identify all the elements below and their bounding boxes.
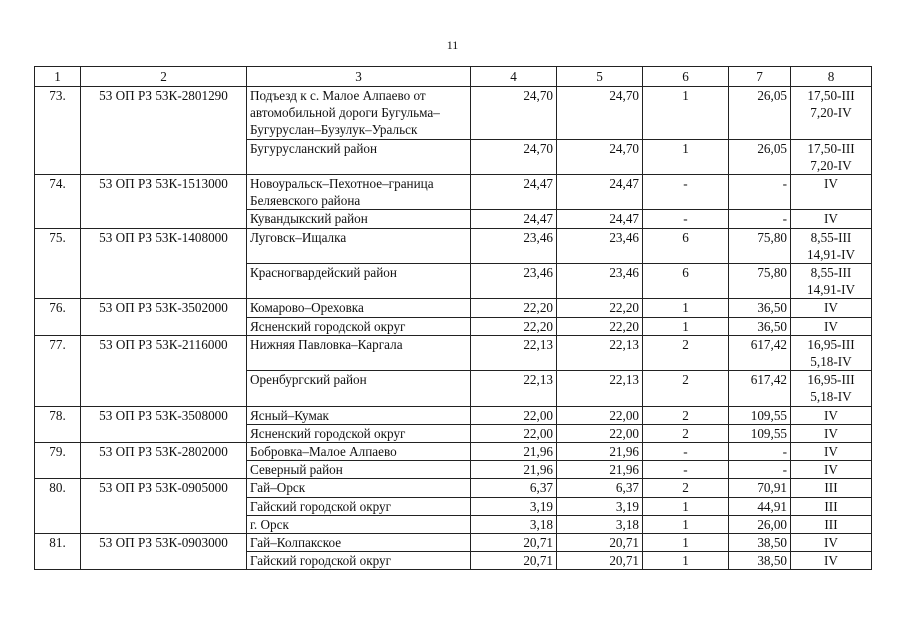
- length-col4-cell: 24,47: [471, 175, 557, 210]
- header-cell-4: 4: [471, 67, 557, 87]
- length-col5-cell: 22,13: [557, 371, 643, 406]
- count-col6-cell: 2: [643, 479, 729, 497]
- category-line: 7,20-IV: [810, 105, 852, 121]
- value-col7-cell: -: [729, 461, 791, 479]
- road-name-cell: Комарово–Ореховка: [247, 299, 471, 317]
- category-cell: [791, 264, 872, 299]
- value-col7-cell: 36,50: [729, 317, 791, 335]
- category-line: IV: [824, 176, 838, 192]
- road-code-cell: 53 ОП РЗ 53К-0905000: [81, 479, 247, 534]
- count-col6-cell: -: [643, 175, 729, 210]
- road-name-cell: Ясный–Кумак: [247, 406, 471, 424]
- category-cell: [791, 87, 872, 140]
- length-col5-cell: 23,46: [557, 228, 643, 263]
- value-col7-cell: 75,80: [729, 264, 791, 299]
- category-line: IV: [824, 444, 838, 460]
- road-name-cell: Гай–Колпакское: [247, 534, 471, 552]
- header-cell-6: 6: [643, 67, 729, 87]
- length-col5-cell: 22,00: [557, 406, 643, 424]
- length-col5-cell: 20,71: [557, 552, 643, 570]
- length-col5-cell: 22,13: [557, 335, 643, 370]
- header-cell-2: 2: [81, 67, 247, 87]
- category-cell: [791, 317, 872, 335]
- row-number-cell: 81.: [35, 534, 81, 570]
- road-name-cell: Бугурусланский район: [247, 139, 471, 174]
- road-name-cell: Гайский городской округ: [247, 552, 471, 570]
- road-name-cell: Гай–Орск: [247, 479, 471, 497]
- category-cell: [791, 335, 872, 370]
- category-cell: [791, 497, 872, 515]
- value-col7-cell: 38,50: [729, 552, 791, 570]
- header-cell-1: 1: [35, 67, 81, 87]
- category-line: 14,91-IV: [807, 246, 855, 262]
- length-col4-cell: 22,13: [471, 335, 557, 370]
- road-name-cell: Ясненский городской округ: [247, 424, 471, 442]
- category-cell: [791, 371, 872, 406]
- length-col4-cell: 21,96: [471, 461, 557, 479]
- length-col5-cell: 24,70: [557, 87, 643, 140]
- length-col5-cell: 20,71: [557, 534, 643, 552]
- row-number-cell: 79.: [35, 443, 81, 479]
- category-line: IV: [824, 318, 838, 334]
- category-line: IV: [824, 407, 838, 423]
- road-code-cell: 53 ОП РЗ 53К-3502000: [81, 299, 247, 335]
- roads-table: [34, 66, 872, 570]
- table-row: [35, 534, 872, 552]
- table-row: [35, 443, 872, 461]
- length-col5-cell: 6,37: [557, 479, 643, 497]
- length-col4-cell: 22,20: [471, 317, 557, 335]
- road-name-cell: Кувандыкский район: [247, 210, 471, 228]
- road-name-cell: Нижняя Павловка–Каргала: [247, 335, 471, 370]
- length-col4-cell: 24,70: [471, 139, 557, 174]
- count-col6-cell: 1: [643, 317, 729, 335]
- table-row: [35, 87, 872, 140]
- table-row: [35, 406, 872, 424]
- category-line: 17,50-III: [807, 140, 855, 156]
- count-col6-cell: 6: [643, 264, 729, 299]
- road-code-cell: 53 ОП РЗ 53К-0903000: [81, 534, 247, 570]
- value-col7-cell: 26,05: [729, 139, 791, 174]
- road-name-cell: Бобровка–Малое Алпаево: [247, 443, 471, 461]
- category-cell: [791, 443, 872, 461]
- category-cell: [791, 299, 872, 317]
- road-code-cell: 53 ОП РЗ 53К-1408000: [81, 228, 247, 299]
- count-col6-cell: 1: [643, 552, 729, 570]
- value-col7-cell: 26,05: [729, 87, 791, 140]
- road-code-cell: 53 ОП РЗ 53К-2802000: [81, 443, 247, 479]
- length-col5-cell: 22,20: [557, 317, 643, 335]
- length-col5-cell: 24,47: [557, 210, 643, 228]
- length-col5-cell: 21,96: [557, 443, 643, 461]
- length-col4-cell: 23,46: [471, 264, 557, 299]
- category-cell: [791, 406, 872, 424]
- count-col6-cell: 1: [643, 534, 729, 552]
- table-row: [35, 228, 872, 263]
- row-number-cell: 78.: [35, 406, 81, 442]
- length-col5-cell: 22,20: [557, 299, 643, 317]
- road-code-cell: 53 ОП РЗ 53К-2801290: [81, 87, 247, 175]
- category-cell: [791, 515, 872, 533]
- length-col5-cell: 24,47: [557, 175, 643, 210]
- category-line: III: [824, 498, 838, 514]
- category-line: 16,95-III: [807, 336, 855, 352]
- length-col4-cell: 24,70: [471, 87, 557, 140]
- road-name-cell: Новоуральск–Пехотное–граница Беляевского района: [247, 175, 471, 210]
- category-cell: [791, 461, 872, 479]
- category-line: 8,55-III: [810, 229, 852, 245]
- category-line: III: [824, 480, 838, 496]
- category-line: IV: [824, 300, 838, 316]
- count-col6-cell: 1: [643, 299, 729, 317]
- length-col4-cell: 22,20: [471, 299, 557, 317]
- count-col6-cell: -: [643, 461, 729, 479]
- category-line: 8,55-III: [810, 265, 852, 281]
- value-col7-cell: 75,80: [729, 228, 791, 263]
- value-col7-cell: 70,91: [729, 479, 791, 497]
- value-col7-cell: 26,00: [729, 515, 791, 533]
- length-col4-cell: 3,19: [471, 497, 557, 515]
- value-col7-cell: 44,91: [729, 497, 791, 515]
- category-line: 16,95-III: [807, 372, 855, 388]
- road-name-cell: Подъезд к с. Малое Алпаево от автомобильной дороги Бугульма–Бугуруслан–Бузулук–Уральск: [247, 87, 471, 140]
- value-col7-cell: 109,55: [729, 424, 791, 442]
- category-line: 14,91-IV: [807, 282, 855, 298]
- value-col7-cell: -: [729, 175, 791, 210]
- category-line: 5,18-IV: [810, 354, 852, 370]
- road-name-cell: Северный район: [247, 461, 471, 479]
- category-line: 7,20-IV: [810, 157, 852, 173]
- category-line: III: [824, 516, 838, 532]
- count-col6-cell: 1: [643, 139, 729, 174]
- length-col5-cell: 21,96: [557, 461, 643, 479]
- value-col7-cell: 617,42: [729, 335, 791, 370]
- category-cell: [791, 552, 872, 570]
- table-body: [35, 87, 872, 570]
- category-cell: [791, 479, 872, 497]
- length-col4-cell: 22,00: [471, 424, 557, 442]
- length-col4-cell: 24,47: [471, 210, 557, 228]
- value-col7-cell: 36,50: [729, 299, 791, 317]
- category-line: 5,18-IV: [810, 389, 852, 405]
- count-col6-cell: -: [643, 443, 729, 461]
- count-col6-cell: 2: [643, 371, 729, 406]
- length-col4-cell: 22,13: [471, 371, 557, 406]
- road-name-cell: Луговск–Ищалка: [247, 228, 471, 263]
- road-code-cell: 53 ОП РЗ 53К-1513000: [81, 175, 247, 229]
- road-code-cell: 53 ОП РЗ 53К-2116000: [81, 335, 247, 406]
- value-col7-cell: 109,55: [729, 406, 791, 424]
- row-number-cell: 76.: [35, 299, 81, 335]
- category-cell: [791, 210, 872, 228]
- category-line: IV: [824, 211, 838, 227]
- count-col6-cell: 2: [643, 406, 729, 424]
- row-number-cell: 74.: [35, 175, 81, 229]
- row-number-cell: 77.: [35, 335, 81, 406]
- length-col4-cell: 20,71: [471, 534, 557, 552]
- category-cell: [791, 424, 872, 442]
- row-number-cell: 73.: [35, 87, 81, 175]
- category-cell: [791, 228, 872, 263]
- count-col6-cell: 1: [643, 497, 729, 515]
- table-row: [35, 299, 872, 317]
- road-name-cell: Красногвардейский район: [247, 264, 471, 299]
- row-number-cell: 80.: [35, 479, 81, 534]
- value-col7-cell: 38,50: [729, 534, 791, 552]
- length-col4-cell: 3,18: [471, 515, 557, 533]
- length-col4-cell: 6,37: [471, 479, 557, 497]
- table-row: [35, 335, 872, 370]
- header-cell-5: 5: [557, 67, 643, 87]
- length-col5-cell: 24,70: [557, 139, 643, 174]
- length-col4-cell: 20,71: [471, 552, 557, 570]
- road-name-cell: Гайский городской округ: [247, 497, 471, 515]
- length-col4-cell: 22,00: [471, 406, 557, 424]
- road-name-cell: Оренбургский район: [247, 371, 471, 406]
- road-name-cell: Ясненский городской округ: [247, 317, 471, 335]
- value-col7-cell: -: [729, 443, 791, 461]
- length-col5-cell: 22,00: [557, 424, 643, 442]
- road-code-cell: 53 ОП РЗ 53К-3508000: [81, 406, 247, 442]
- length-col4-cell: 23,46: [471, 228, 557, 263]
- length-col5-cell: 3,19: [557, 497, 643, 515]
- category-cell: [791, 175, 872, 210]
- header-cell-3: 3: [247, 67, 471, 87]
- value-col7-cell: 617,42: [729, 371, 791, 406]
- category-cell: [791, 534, 872, 552]
- count-col6-cell: 2: [643, 424, 729, 442]
- length-col5-cell: 3,18: [557, 515, 643, 533]
- category-line: IV: [824, 462, 838, 478]
- header-row: [35, 67, 872, 87]
- row-number-cell: 75.: [35, 228, 81, 299]
- count-col6-cell: 6: [643, 228, 729, 263]
- road-name-cell: г. Орск: [247, 515, 471, 533]
- category-cell: [791, 139, 872, 174]
- count-col6-cell: 1: [643, 515, 729, 533]
- value-col7-cell: -: [729, 210, 791, 228]
- count-col6-cell: 2: [643, 335, 729, 370]
- length-col5-cell: 23,46: [557, 264, 643, 299]
- category-line: IV: [824, 425, 838, 441]
- header-cell-8: 8: [791, 67, 872, 87]
- table-row: [35, 175, 872, 210]
- category-line: IV: [824, 535, 838, 551]
- header-cell-7: 7: [729, 67, 791, 87]
- count-col6-cell: -: [643, 210, 729, 228]
- length-col4-cell: 21,96: [471, 443, 557, 461]
- count-col6-cell: 1: [643, 87, 729, 140]
- page-number: 11: [446, 38, 459, 52]
- category-line: 17,50-III: [807, 88, 855, 103]
- category-line: IV: [824, 553, 838, 569]
- table-row: [35, 479, 872, 497]
